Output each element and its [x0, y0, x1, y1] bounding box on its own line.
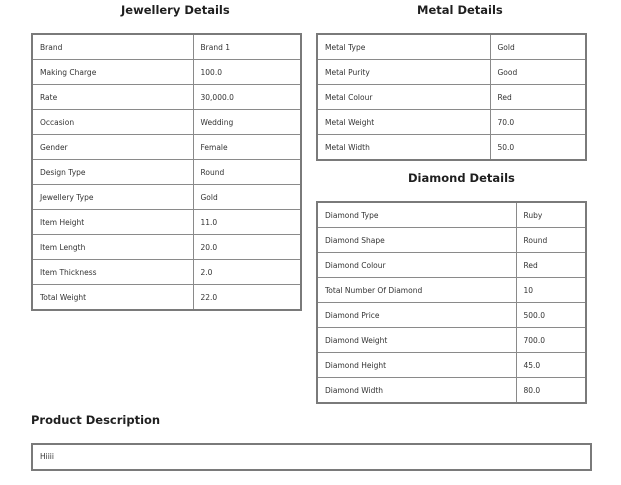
diamond-label-diamond-colour: Diamond Colour — [317, 253, 516, 278]
table-row — [32, 85, 301, 110]
jewellery-value-rate: 30,000.0 — [193, 85, 301, 110]
jewellery-value-occasion: Wedding — [193, 110, 301, 135]
jewellery-label-rate: Rate — [32, 85, 193, 110]
table-row — [317, 110, 586, 135]
jewellery-value-jewellery-type: Gold — [193, 185, 301, 210]
diamond-value-diamond-width: 80.0 — [516, 378, 586, 404]
jewellery-value-making-charge: 100.0 — [193, 60, 301, 85]
metal-label-metal-type: Metal Type — [317, 34, 490, 60]
diamond-label-diamond-weight: Diamond Weight — [317, 328, 516, 353]
table-row — [32, 160, 301, 185]
table-row — [317, 135, 586, 161]
diamond-details-title: Diamond Details — [408, 171, 515, 185]
table-row — [317, 34, 586, 60]
table-row — [317, 328, 586, 353]
jewellery-label-making-charge: Making Charge — [32, 60, 193, 85]
diamond-label-total-number: Total Number Of Diamond — [317, 278, 516, 303]
jewellery-label-design-type: Design Type — [32, 160, 193, 185]
jewellery-details-table — [31, 33, 302, 311]
table-row — [32, 210, 301, 235]
diamond-label-diamond-shape: Diamond Shape — [317, 228, 516, 253]
metal-value-metal-width: 50.0 — [490, 135, 586, 161]
metal-value-metal-weight: 70.0 — [490, 110, 586, 135]
jewellery-label-item-length: Item Length — [32, 235, 193, 260]
table-row — [32, 34, 301, 60]
diamond-value-total-number: 10 — [516, 278, 586, 303]
table-row — [317, 60, 586, 85]
table-row — [32, 285, 301, 311]
table-row — [317, 202, 586, 228]
metal-value-metal-type: Gold — [490, 34, 586, 60]
diamond-value-diamond-price: 500.0 — [516, 303, 586, 328]
diamond-label-diamond-type: Diamond Type — [317, 202, 516, 228]
metal-details-title: Metal Details — [417, 3, 503, 17]
table-row — [32, 60, 301, 85]
jewellery-label-gender: Gender — [32, 135, 193, 160]
diamond-value-diamond-shape: Round — [516, 228, 586, 253]
jewellery-value-design-type: Round — [193, 160, 301, 185]
jewellery-label-occasion: Occasion — [32, 110, 193, 135]
product-description-box: Hiiii — [31, 443, 592, 471]
jewellery-value-brand: Brand 1 — [193, 34, 301, 60]
metal-value-metal-purity: Good — [490, 60, 586, 85]
diamond-value-diamond-colour: Red — [516, 253, 586, 278]
diamond-value-diamond-height: 45.0 — [516, 353, 586, 378]
table-row — [317, 353, 586, 378]
table-row — [317, 303, 586, 328]
metal-label-metal-width: Metal Width — [317, 135, 490, 161]
metal-label-metal-colour: Metal Colour — [317, 85, 490, 110]
jewellery-label-jewellery-type: Jewellery Type — [32, 185, 193, 210]
table-row — [317, 253, 586, 278]
jewellery-label-item-height: Item Height — [32, 210, 193, 235]
diamond-label-diamond-price: Diamond Price — [317, 303, 516, 328]
table-row — [317, 85, 586, 110]
table-row — [32, 185, 301, 210]
jewellery-label-total-weight: Total Weight — [32, 285, 193, 311]
jewellery-value-item-height: 11.0 — [193, 210, 301, 235]
diamond-value-diamond-type: Ruby — [516, 202, 586, 228]
table-row — [317, 378, 586, 404]
product-description-title: Product Description — [31, 413, 161, 427]
jewellery-value-gender: Female — [193, 135, 301, 160]
jewellery-value-item-length: 20.0 — [193, 235, 301, 260]
table-row — [32, 110, 301, 135]
jewellery-value-item-thickness: 2.0 — [193, 260, 301, 285]
jewellery-details-title: Jewellery Details — [121, 3, 230, 17]
table-row — [317, 228, 586, 253]
metal-label-metal-purity: Metal Purity — [317, 60, 490, 85]
diamond-details-table — [316, 201, 587, 404]
metal-label-metal-weight: Metal Weight — [317, 110, 490, 135]
table-row — [32, 235, 301, 260]
jewellery-value-total-weight: 22.0 — [193, 285, 301, 311]
diamond-value-diamond-weight: 700.0 — [516, 328, 586, 353]
table-row — [317, 278, 586, 303]
table-row — [32, 135, 301, 160]
metal-details-table — [316, 33, 587, 161]
jewellery-label-item-thickness: Item Thickness — [32, 260, 193, 285]
diamond-label-diamond-width: Diamond Width — [317, 378, 516, 404]
metal-value-metal-colour: Red — [490, 85, 586, 110]
diamond-label-diamond-height: Diamond Height — [317, 353, 516, 378]
jewellery-label-brand: Brand — [32, 34, 193, 60]
table-row — [32, 260, 301, 285]
